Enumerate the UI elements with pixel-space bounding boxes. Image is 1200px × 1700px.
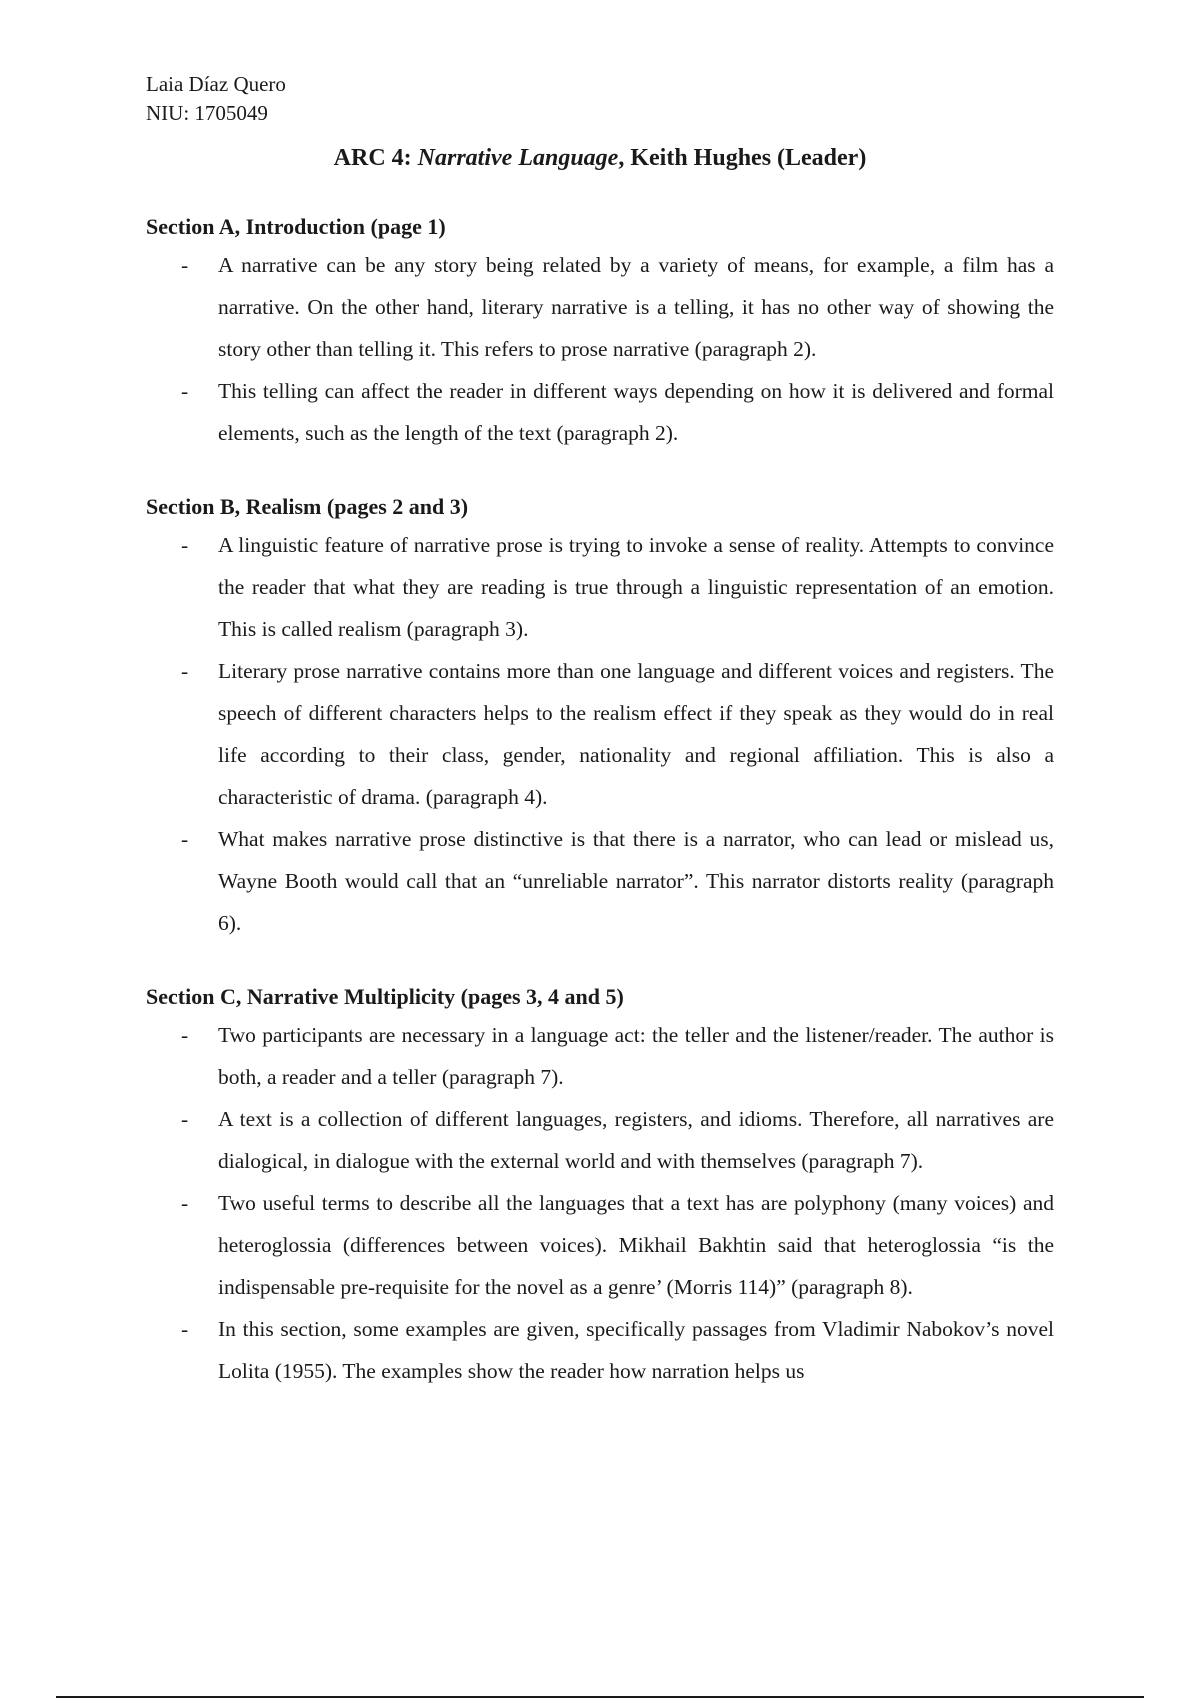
document-body xyxy=(146,212,1054,1430)
list-item xyxy=(146,1182,1054,1308)
list-item xyxy=(146,1098,1054,1182)
list-item xyxy=(146,1308,1054,1392)
section-c xyxy=(146,982,1054,1392)
bullet-text: A text is a collection of different languages, registers, and idioms. Therefore, all narratives are dialogical, in dialogue with the external world and with themselves (paragraph 7). xyxy=(218,1107,1054,1173)
bullet-dash: - xyxy=(181,827,189,851)
bullet-text: In this section, some examples are given, specifically passages from Vladimir Nabokov’s novel Lolita (1955). The examples show the reader how narration helps us xyxy=(218,1317,1054,1383)
list-item xyxy=(146,650,1054,818)
bullet-text: What makes narrative prose distinctive is that there is a narrator, who can lead or mislead us, Wayne Booth would call that an “unreliable narrator”. This narrator distorts reality (paragraph 6). xyxy=(218,827,1054,935)
bullet-text: A narrative can be any story being related by a variety of means, for example, a film has a narrative. On the other hand, literary narrative is a telling, it has no other way of showing the story other than telling it. This refers to prose narrative (paragraph 2). xyxy=(218,253,1054,361)
bullet-dash: - xyxy=(181,1023,189,1047)
author-name: Laia Díaz Quero xyxy=(146,72,286,96)
bullet-dash: - xyxy=(181,1107,189,1131)
document-title xyxy=(146,145,1054,172)
title-italic: Narrative Language xyxy=(417,145,619,171)
list-item xyxy=(146,818,1054,944)
section-b xyxy=(146,492,1054,944)
list-item xyxy=(146,370,1054,454)
section-heading: Section C, Narrative Multiplicity (pages 3, 4 and 5) xyxy=(146,984,624,1009)
section-a xyxy=(146,212,1054,454)
bullet-dash: - xyxy=(181,533,189,557)
title-suffix: , Keith Hughes (Leader) xyxy=(618,145,867,171)
page-bottom-rule xyxy=(56,1696,1144,1698)
bullet-list xyxy=(146,524,1054,944)
list-item xyxy=(146,244,1054,370)
bullet-dash: - xyxy=(181,1317,189,1341)
bullet-list xyxy=(146,1014,1054,1392)
bullet-text: Literary prose narrative contains more than one language and different voices and registers. The speech of different characters helps to the realism effect if they speak as they would do in real life according to their class, gender, nationality and regional affiliation. This is also a characteristic of drama. (paragraph 4). xyxy=(218,659,1054,809)
bullet-text: This telling can affect the reader in different ways depending on how it is delivered and formal elements, such as the length of the text (paragraph 2). xyxy=(218,379,1054,445)
bullet-list xyxy=(146,244,1054,454)
list-item xyxy=(146,524,1054,650)
bullet-dash: - xyxy=(181,1191,189,1215)
bullet-text: Two useful terms to describe all the languages that a text has are polyphony (many voices) and heteroglossia (differences between voices). Mikhail Bakhtin said that heteroglossia “is the indispensable pre-requisite for the novel as a genre’ (Morris 114)” (paragraph 8). xyxy=(218,1191,1054,1299)
section-heading: Section A, Introduction (page 1) xyxy=(146,214,446,239)
title-prefix: ARC 4: xyxy=(333,145,418,171)
author-block xyxy=(146,70,286,128)
bullet-dash: - xyxy=(181,253,189,277)
bullet-text: A linguistic feature of narrative prose is trying to invoke a sense of reality. Attempts to convince the reader that what they are reading is true through a linguistic representation of an emotion. This is called realism (paragraph 3). xyxy=(218,533,1054,641)
bullet-dash: - xyxy=(181,659,189,683)
student-id: NIU: 1705049 xyxy=(146,101,268,125)
list-item xyxy=(146,1014,1054,1098)
bullet-dash: - xyxy=(181,379,189,403)
bullet-text: Two participants are necessary in a language act: the teller and the listener/reader. The author is both, a reader and a teller (paragraph 7). xyxy=(218,1023,1054,1089)
section-heading: Section B, Realism (pages 2 and 3) xyxy=(146,494,469,519)
